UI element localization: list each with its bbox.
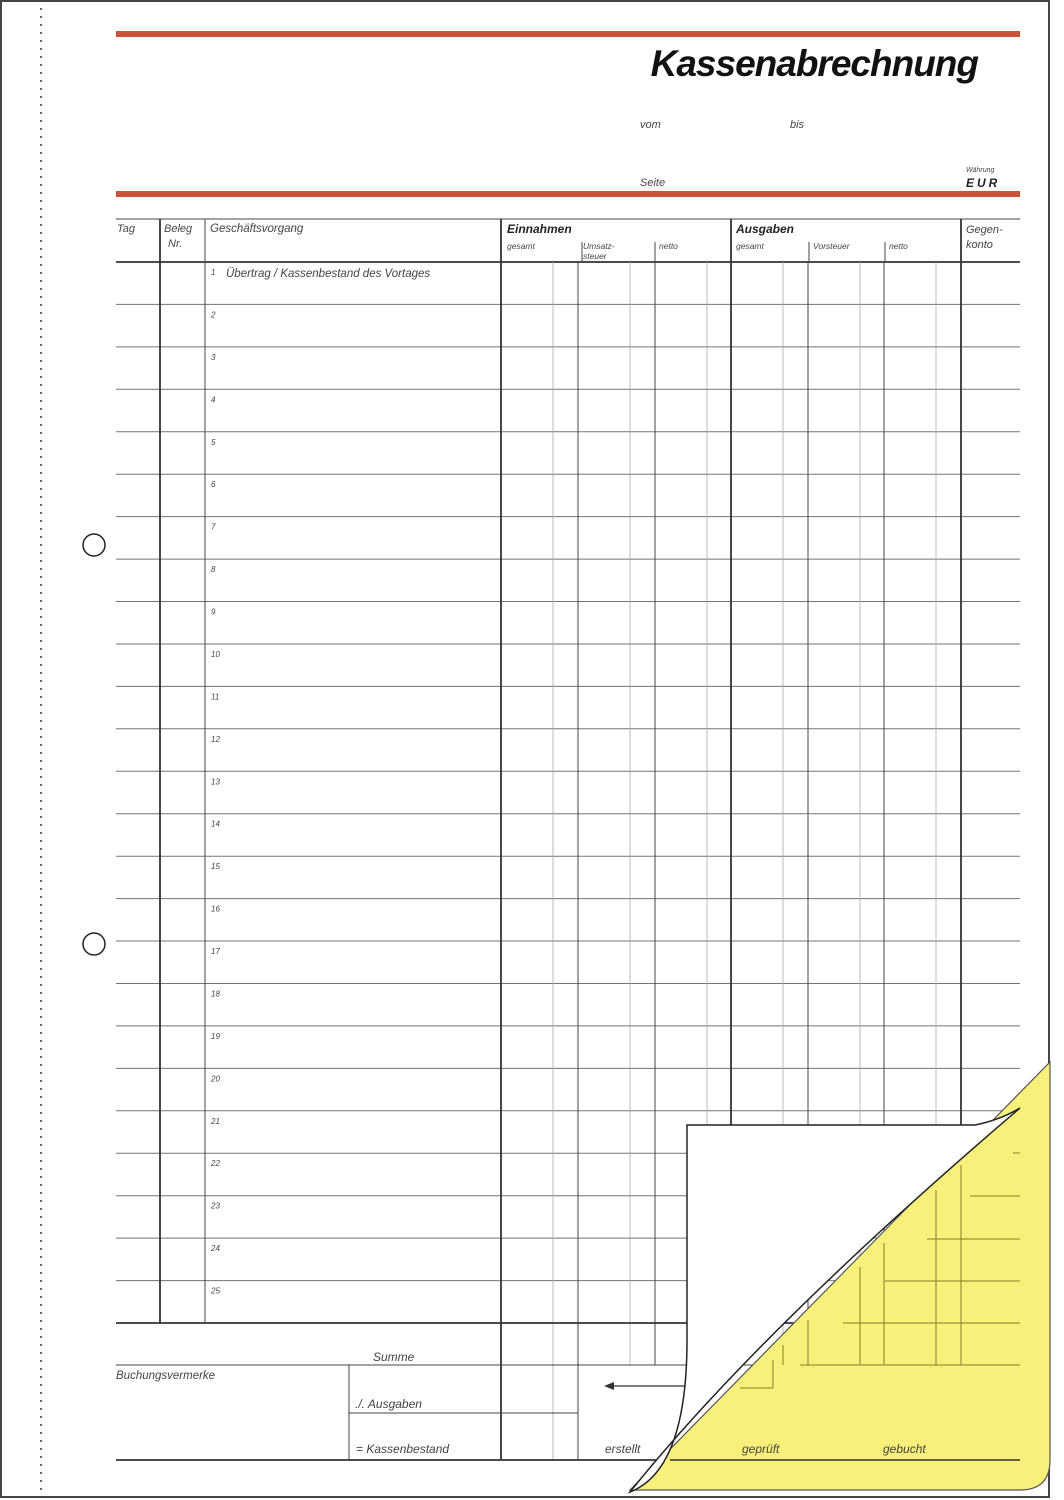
col-receipt-no: Nr. [168,238,183,250]
col-income-net: netto [659,241,678,251]
col-day: Tag [117,223,135,235]
col-income: Einnahmen [507,222,572,236]
row-number: 6 [211,480,216,490]
booking-notes-label: Buchungsvermerke [116,1370,216,1382]
currency-value: EUR [966,176,1001,190]
row-number: 18 [211,989,220,999]
row-number: 1 [211,268,216,277]
row-number: 23 [211,1201,220,1211]
punch-hole-top [83,534,105,556]
row-number: 13 [211,777,220,787]
row-number: 7 [211,522,216,532]
date-from-label: vom [640,119,661,131]
row-number: 14 [211,819,220,829]
row-number: 2 [211,310,216,320]
row-number: 10 [211,650,220,659]
cash-balance-label: = Kassenbestand [356,1442,450,1456]
col-expenses-total: gesamt [736,241,764,251]
col-income-total: gesamt [507,241,535,251]
row-number: 4 [211,395,216,405]
col-contra-2: konto [966,239,993,251]
row-number: 20 [211,1074,220,1084]
col-income-vat-2: steuer [583,251,607,261]
row-number: 16 [211,904,220,914]
minus-expenses-label: ./. Ausgaben [355,1397,422,1411]
row-number: 21 [211,1116,220,1126]
col-expenses-vat: Vorsteuer [813,241,850,251]
checked-label: geprüft [742,1442,780,1456]
currency-label: Währung [966,167,995,174]
booked-label: gebucht [883,1442,926,1456]
row-number: 8 [211,565,216,575]
page-title: Kassenabrechnung [650,43,978,84]
row-number: 17 [211,947,220,956]
row-number: 15 [211,862,220,872]
col-contra: Gegen- [966,224,1003,236]
row-number: 3 [211,352,216,362]
accent-rule-bottom [116,191,1020,197]
row-text: Übertrag / Kassenbestand des Vortages [226,268,431,280]
row-number: 5 [211,437,216,447]
page-number-label: Seite [640,177,666,189]
sum-label: Summe [373,1350,415,1364]
row-number: 12 [211,734,220,744]
row-number: 9 [211,607,216,617]
punch-hole-bottom [83,933,105,955]
col-receipt: Beleg [164,223,193,235]
created-label: erstellt [605,1442,641,1456]
row-number: 11 [211,692,220,702]
col-income-vat: Umsatz- [583,241,615,251]
col-expenses-net: netto [889,241,908,251]
date-to-label: bis [790,119,805,131]
row-number: 22 [211,1159,220,1169]
row-number: 19 [211,1031,220,1041]
col-expenses: Ausgaben [736,222,795,236]
col-transaction: Geschäftsvorgang [210,223,304,235]
row-number: 24 [211,1244,220,1254]
row-number: 25 [211,1286,220,1296]
accent-rule-top [116,31,1020,37]
